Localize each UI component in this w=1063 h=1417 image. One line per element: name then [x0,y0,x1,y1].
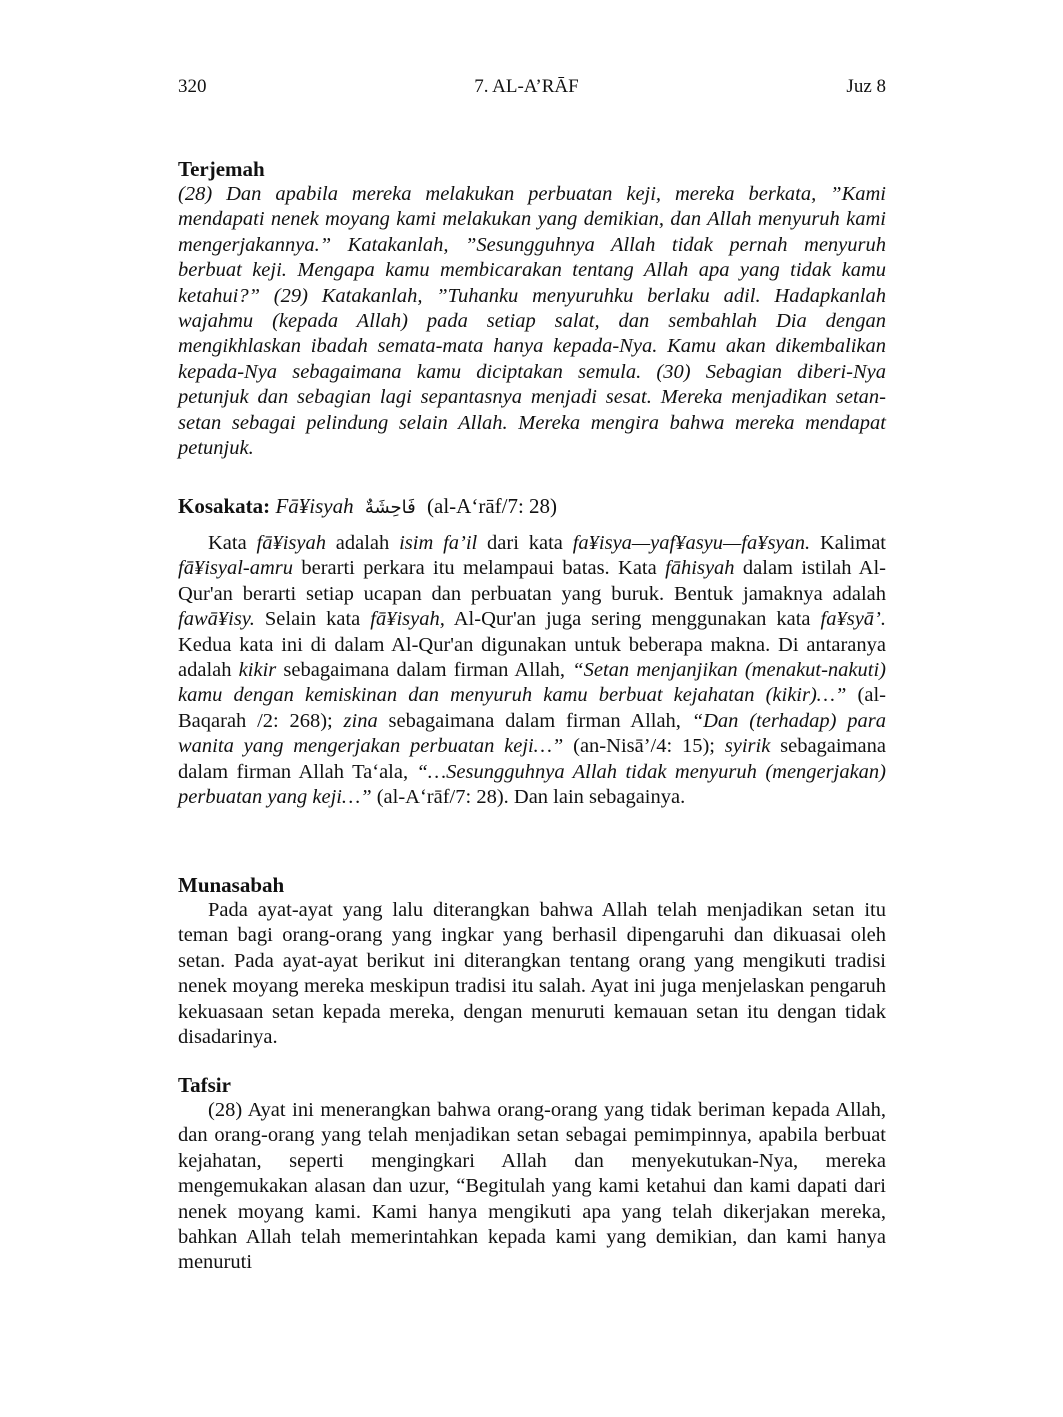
term: fa¥isya—yaf¥asyu—fa¥syan. [572,532,811,554]
term: fāhisyah [665,557,735,580]
kosakata-paragraph [178,531,886,810]
tafsir-heading: Tafsir [178,1073,231,1097]
text-run: sebagaimana dalam firman Allah, [377,709,692,732]
text-run: (al-A‘rāf/7: 28). Dan lain sebagainya. [371,786,686,809]
munasabah-heading: Munasabah [178,873,285,897]
juz-label: Juz 8 [846,76,886,97]
text-run: (an-Nisā’/4: 15); [563,735,725,758]
page-number: 320 [178,76,207,97]
term: zina [343,709,378,732]
quote: “…Sesungguhnya Allah tidak menyuruh (mengerjakan) perbuatan yang keji…” [178,760,886,809]
text-run: sebagaimana dalam firman Allah, [276,659,573,682]
text-run: dalam istilah Al-Qur'an berarti setiap ucapan dan perbuatan yang buruk. Bentuk jamaknya adalah [178,557,886,605]
term: fā¥isyal-amru [178,557,294,580]
terjemah-section [178,156,886,461]
text-run: Kata [208,532,257,554]
kosakata-ref: (al-A‘rāf/7: 28) [427,494,558,518]
kosakata-section [178,493,886,810]
quote: “Setan menjanjikan (menakut-nakuti) kamu dengan kemiskinan dan menyuruh kamu berbuat kejahatan (kikir)…” [178,659,887,707]
text-run: dari kata [477,532,573,554]
tafsir-text: (28) Ayat ini menerangkan bahwa orang-orang yang tidak beriman kepada Allah, dan orang-orang yang telah menjadikan setan sebagai pemimpinnya, apabila berbuat kejahatan, seperti mengingkari Allah dan menyekutukan-Nya, mereka mengemukakan alasan dan uzur, “Begitulah yang kami ketahui dan kami dapati dari nenek moyang kami. Kami hanya mengikuti apa yang telah dikerjakan mereka, bahkan Allah telah memerintahkan kepada kami yang demikian, dan kami hanya menuruti [178,1099,886,1274]
text-run: Kalimat [810,532,886,554]
text-run: berarti perkara itu melampaui batas. Kata [293,557,666,580]
quote: “Dan (terhadap) para wanita yang mengerjakan perbuatan keji…” [178,709,886,758]
kosakata-title [178,493,886,521]
kosakata-label: Kosakata: [178,494,271,518]
term: kikir [238,659,277,682]
tafsir-section [178,1072,886,1276]
text-run: Kedua kata ini di dalam Al-Qur'an digunakan untuk beberapa makna. Di antaranya adalah [178,633,886,682]
term: isim fa’il [399,532,478,554]
term: fa¥syā’. [820,608,886,631]
text-run: sebagaimana dalam firman Allah Ta‘ala, [178,735,886,783]
text-run: Al-Qur'an juga sering menggunakan kata [444,608,821,631]
munasabah-text: Pada ayat-ayat yang lalu diterangkan bahwa Allah telah menjadikan setan itu teman bagi orang-orang yang ingkar yang berhasil dipengaruhi dan dikuasai oleh setan. Pada ayat-ayat berikut ini diterangkan tentang orang yang mengikuti tradisi nenek moyang mereka meskipun tradisi itu salah. Ayat ini juga menjelaskan pengaruh kekuasaan setan kepada mereka, dengan menuruti kemauan setan itu dengan tidak disadarinya. [178,899,886,1049]
terjemah-text: (28) Dan apabila mereka melakukan perbuatan keji, mereka berkata, ”Kami mendapati nenek moyang kami melakukan yang demikian, dan Allah menyuruh kami mengerjakannya.” Katakanlah, ”Sesungguhnya Allah tidak pernah menyuruh berbuat keji. Mengapa kamu membicarakan tentang Allah apa yang tidak kamu ketahui?” (29) Katakanlah, ”Tuhanku menyuruhku berlaku adil. Hadapkanlah wajahmu (kepada Allah) pada setiap salat, dan sembahlah Dia dengan mengikhlaskan ibadah semata-mata hanya kepada-Nya. Kamu akan dikembalikan kepada-Nya sebagaimana kamu diciptakan semula. (30) Sebagian diberi-Nya petunjuk dan sebagian lagi sepantasnya menjadi sesat. Mereka menjadikan setan-setan sebagai pelindung selain Allah. Mereka mengira bahwa mereka mendapat petunjuk. [178,183,886,460]
kosakata-term: Fā¥isyah [275,494,354,518]
text-run: adalah [325,532,400,554]
terjemah-heading: Terjemah [178,157,265,181]
term: fā¥isyah, [370,608,445,631]
term: syirik [724,735,771,758]
text-run: (al-Baqarah /2: 268); [178,684,886,732]
chapter-title: 7. AL-A’RĀF [474,76,579,97]
text-run: Selain kata [254,608,371,631]
term: fawā¥isy. [178,608,255,631]
term: fā¥isyah [256,532,326,554]
running-header [178,76,886,98]
kosakata-arabic: فَاحِشَةٌ [364,497,416,518]
munasabah-section [178,872,886,1050]
